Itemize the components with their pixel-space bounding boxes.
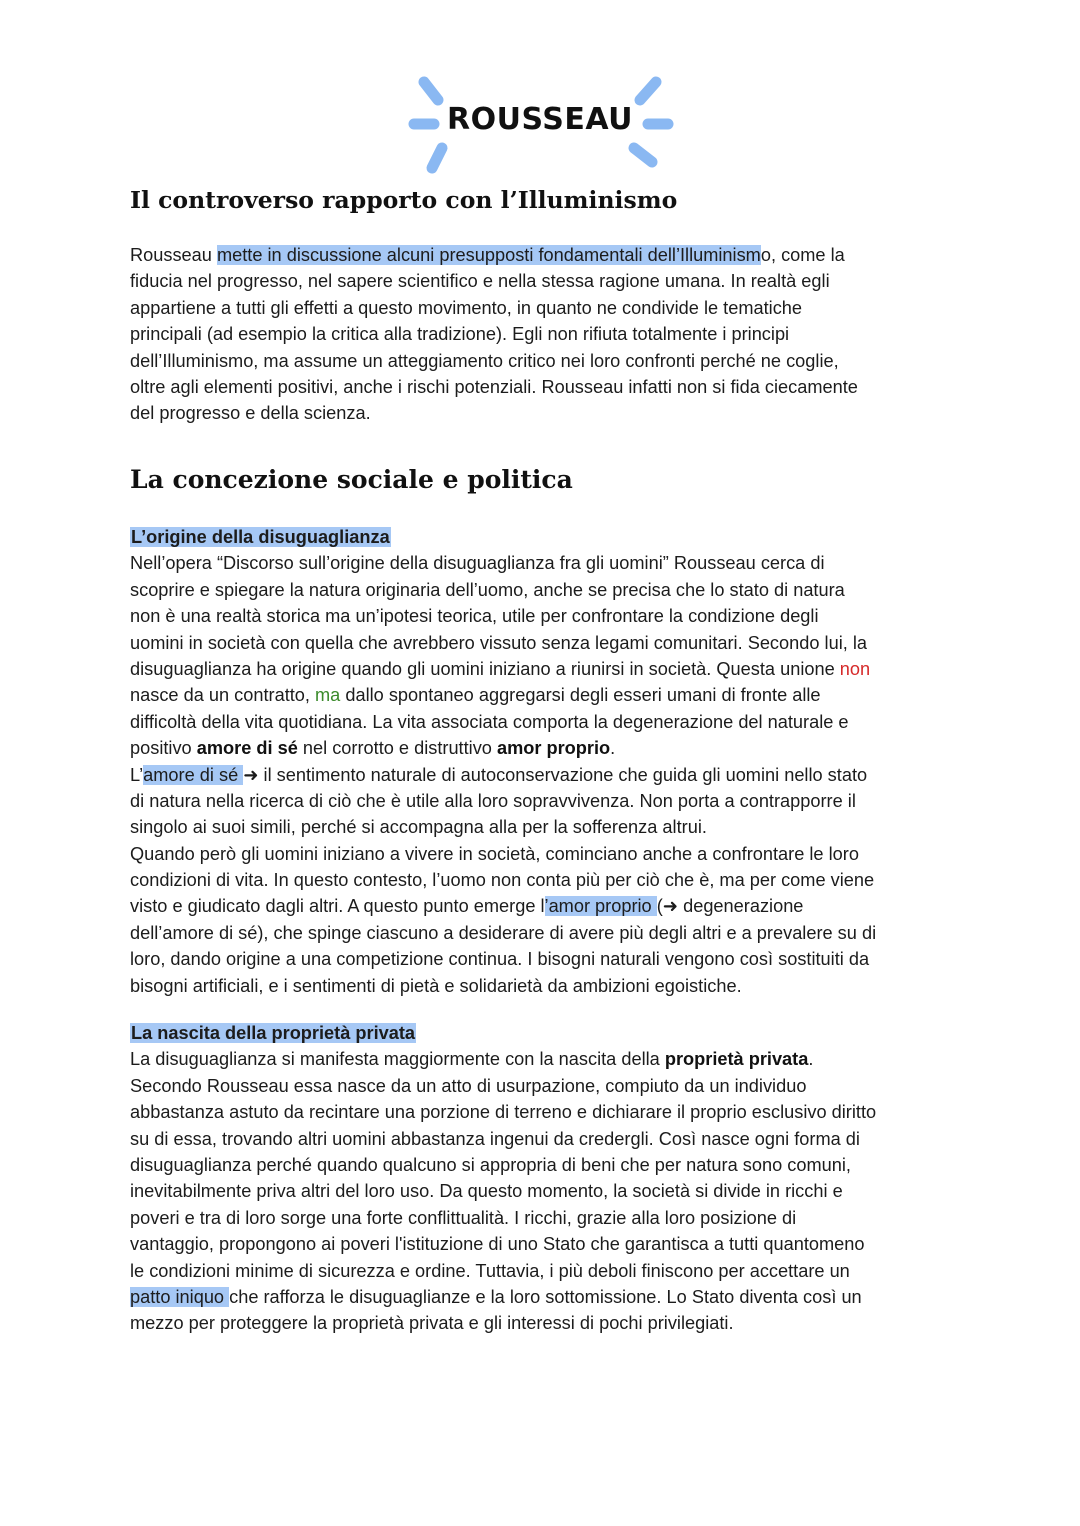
highlighted-text: amore di sé [143, 764, 244, 785]
bold-term: amore di sé [196, 738, 298, 759]
ray-top-right [640, 82, 656, 100]
text-line: appartiene a tutti gli effetti a questo movimento, in quanto ne condivide le tematiche [130, 297, 803, 318]
red-word: non [839, 658, 871, 679]
bold-term: proprietà privata [664, 1049, 809, 1070]
text-line: le condizioni minime di sicurezza e ordine. Tuttavia, i più deboli finiscono per accettare un [130, 1260, 850, 1281]
text-line: Nell’opera “Discorso sull’origine della disuguaglianza fra gli uomini” Rousseau cerca di [130, 553, 825, 574]
text-line: mezzo per proteggere la proprietà privata e gli interessi di pochi privilegiati. [130, 1313, 734, 1334]
text-line: vantaggio, propongono ai poveri l'istituzione di uno Stato che garantisca a tutti quantomeno [130, 1234, 865, 1255]
subsection-proprieta [130, 1020, 952, 1337]
text-line: Rousseau mette in discussione alcuni presupposti fondamentali dell’Illuminismo, come la [130, 245, 845, 265]
section-heading-concezione: La concezione sociale e politica [130, 465, 573, 494]
text-line: difficoltà della vita quotidiana. La vita associata comporta la degenerazione del naturale e [130, 711, 849, 732]
text-line: su di essa, trovando altri uomini abbastanza ingenui da credergli. Così nasce ogni forma di [130, 1128, 860, 1149]
text-line: L’amore di sé ➜ il sentimento naturale di autoconservazione che guida gli uomini nello stato [130, 764, 868, 785]
text-line: bisogni artificiali, e i sentimenti di pietà e solidarietà da ambizioni egoistiche. [130, 975, 742, 996]
text-line: dell’amore di sé), che spinge ciascuno a desiderare di avere più degli altri e a prevalere su di [130, 922, 877, 943]
ray-top-left [424, 82, 438, 100]
text-line: abbastanza astuto da recintare una porzione di terreno e dichiarare il proprio esclusivo diritto [130, 1102, 877, 1123]
bold-term: amor proprio [496, 738, 611, 759]
text-line: visto e giudicato dagli altri. A questo punto emerge l’amor proprio (➜ degenerazione [130, 896, 804, 917]
ray-bottom-right [634, 148, 652, 162]
text-line: La disuguaglianza si manifesta maggiormente con la nascita della proprietà privata. [130, 1049, 814, 1070]
green-word: ma [315, 685, 341, 706]
text-line: singolo ai suoi simili, perché si accompagna alla per la sofferenza altrui. [130, 817, 707, 838]
paragraph-illuminismo [130, 242, 952, 427]
text-line: poveri e tra di loro sorge una forte conflittualità. I ricchi, grazie alla loro posizione di [130, 1207, 797, 1228]
text-line: del progresso e della scienza. [130, 403, 371, 424]
text-line: loro, dando origine a una competizione continua. I bisogni naturali vengono così sostituiti da [130, 949, 870, 970]
text-line: inevitabilmente priva altri del loro uso. Da questo momento, la società si divide in ricchi e [130, 1181, 843, 1202]
text-line: disuguaglianza perché quando qualcuno si appropria di beni che per natura sono comuni, [130, 1154, 851, 1175]
text-line: nasce da un contratto, ma dallo spontaneo aggregarsi degli esseri umani di fronte alle [130, 685, 821, 706]
text-line: fiducia nel progresso, nel sapere scientifico e nella stessa ragione umana. In realtà egli [130, 271, 830, 292]
highlighted-text: mette in discussione alcuni presupposti fondamentali dell’Illuminism [216, 245, 761, 265]
text-line: Secondo Rousseau essa nasce da un atto di usurpazione, compiuto da un individuo [130, 1075, 807, 1096]
subsection-title: La nascita della proprietà privata [131, 1023, 416, 1043]
text-line: scoprire e spiegare la natura originaria dell’uomo, anche se precisa che lo stato di natura [130, 579, 845, 600]
highlighted-text: ’amor proprio [544, 896, 657, 917]
text-line: uomini in società con quella che avrebbero vissuto senza legami comunitari. Secondo lui, la [130, 632, 868, 653]
text-line: principali (ad esempio la critica alla tradizione). Egli non rifiuta totalmente i principi [130, 324, 790, 345]
text-line: patto iniquo che rafforza le disuguaglianze e la loro sottomissione. Lo Stato diventa così un [130, 1286, 862, 1307]
highlighted-text: patto iniquo [130, 1286, 230, 1307]
page-title: ROUSSEAU [447, 102, 633, 137]
title-block [400, 70, 680, 180]
text-line: non è una realtà storica ma un’ipotesi teorica, utile per confrontare la condizione degli [130, 606, 819, 627]
ray-bottom-left [432, 148, 442, 168]
text-line: Quando però gli uomini iniziano a vivere in società, cominciano anche a confrontare le loro [130, 843, 859, 864]
text-line: positivo amore di sé nel corrotto e distruttivo amor proprio. [130, 738, 616, 759]
text-line: di natura nella ricerca di ciò che è utile alla loro sopravvivenza. Non porta a contrapporre il [130, 790, 856, 811]
text-line: condizioni di vita. In questo contesto, l’uomo non conta più per ciò che è, ma per come viene [130, 870, 875, 891]
subsection-disuguaglianza [130, 524, 952, 999]
text-line: oltre agli elementi positivi, anche i rischi potenziali. Rousseau infatti non si fida ciecamente [130, 376, 858, 397]
text-line: disuguaglianza ha origine quando gli uomini iniziano a riunirsi in società. Questa unione non [130, 658, 871, 679]
section-heading-illuminismo: Il controverso rapporto con l’Illuminismo [130, 186, 678, 214]
text-line: dell’Illuminismo, ma assume un atteggiamento critico nei loro confronti perché ne coglie, [130, 350, 839, 371]
subsection-title: L’origine della disuguaglianza [131, 527, 390, 547]
